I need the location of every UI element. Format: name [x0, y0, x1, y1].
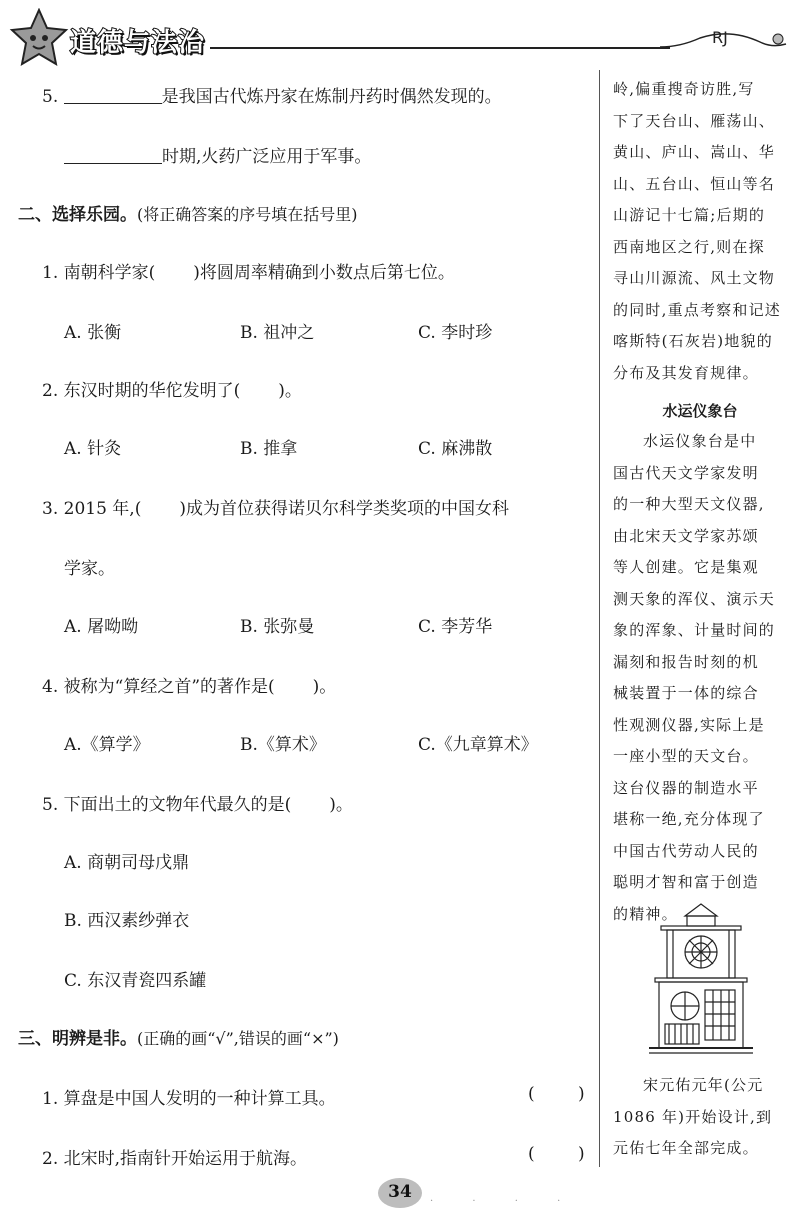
astronomical-clock-tower-illustration	[641, 898, 761, 1058]
question-3-continued: 学家。	[64, 559, 115, 579]
question-text: 时期,火药广泛应用于军事。	[162, 147, 372, 167]
section-heading: 三、明辨是非。	[18, 1029, 137, 1049]
sidebar-line: 象的浑象、计量时间的	[613, 621, 776, 639]
option-b: B. 张弥曼	[240, 617, 315, 637]
option-b: B. 推拿	[240, 439, 298, 459]
question-text: )成为首位获得诺贝尔科学类奖项的中国女科	[179, 499, 509, 519]
section-title	[18, 1024, 339, 1049]
sidebar-line: 的精神。	[613, 904, 678, 923]
option-a: A.《算学》	[64, 735, 150, 755]
sidebar-line: 测天象的浑仪、演示天	[613, 589, 776, 608]
edition-label: RJ	[712, 28, 728, 47]
section-note: (将正确答案的序号填在括号里)	[137, 205, 358, 224]
answer-paren-close: )	[578, 1144, 585, 1164]
mascot-icon	[8, 8, 70, 70]
sidebar-line: 分布及其发育规律。	[613, 363, 759, 382]
sidebar-body-text	[613, 426, 793, 930]
sidebar-line: 聪明才智和富于创造	[613, 873, 759, 891]
illustration-caption	[613, 1070, 793, 1165]
page-number: 34	[388, 1182, 412, 1202]
answer-paren-open[interactable]: (	[528, 1144, 535, 1164]
sidebar-line: 国古代天文学家发明	[613, 463, 759, 482]
question-text: 5. 下面出土的文物年代最久的是(	[42, 795, 292, 815]
question-text: 4. 被称为“算经之首”的著作是(	[42, 677, 275, 697]
answer-blank[interactable]	[64, 87, 162, 104]
question-4	[42, 672, 336, 697]
sidebar-line: 等人创建。它是集观	[613, 558, 759, 576]
sidebar	[605, 70, 795, 1170]
question-1	[42, 258, 455, 283]
option-c: C. 东汉青瓷四系罐	[64, 971, 207, 991]
sidebar-line: 一座小型的天文台。	[613, 747, 759, 765]
sidebar-line: 中国古代劳动人民的	[613, 841, 759, 860]
section-title	[18, 200, 358, 225]
sidebar-line: 的同时,重点考察和记述	[613, 300, 781, 319]
section-note: (正确的画“√”,错误的画“×”)	[137, 1029, 339, 1048]
option-b: B.《算术》	[240, 735, 326, 755]
option-c: C. 李时珍	[418, 323, 493, 343]
option-b: B. 祖冲之	[240, 323, 315, 343]
answer-paren-close: )	[578, 1084, 585, 1104]
question-number: 5.	[42, 87, 59, 107]
subject-title: 道德与法治	[70, 28, 206, 58]
page-header	[0, 0, 800, 70]
sidebar-line: 由北宋天文学家苏颂	[613, 526, 759, 545]
sidebar-heading: 水运仪象台	[662, 402, 738, 420]
caption-line: 元佑七年全部完成。	[613, 1139, 759, 1157]
true-false-item-2: 2. 北宋时,指南针开始运用于航海。	[42, 1149, 308, 1169]
question-text: )。	[278, 381, 302, 401]
section-heading: 二、选择乐园。	[18, 205, 137, 225]
sidebar-line: 堪称一绝,充分体现了	[613, 810, 765, 828]
option-a: A. 商朝司母戊鼎	[64, 853, 190, 873]
sidebar-line: 这台仪器的制造水平	[613, 778, 759, 797]
sidebar-line: 山、五台山、恒山等名	[613, 174, 776, 193]
sidebar-line: 的一种大型天文仪器,	[613, 495, 765, 513]
sidebar-line: 寻山川源流、风土文物	[613, 269, 776, 287]
option-a: A. 屠呦呦	[64, 617, 139, 637]
sidebar-line: 岭,偏重搜奇访胜,写	[613, 80, 755, 98]
question-3	[42, 494, 509, 519]
sidebar-line: 性观测仪器,实际上是	[613, 715, 765, 734]
column-divider	[599, 70, 600, 1167]
sidebar-line: 山游记十七篇;后期的	[613, 206, 766, 224]
fill-in-q5-line1	[42, 82, 502, 107]
question-5	[42, 790, 353, 815]
main-column	[0, 70, 596, 1170]
question-text: )。	[312, 677, 337, 697]
option-b: B. 西汉素纱弹衣	[64, 911, 190, 931]
page-number-badge	[378, 1178, 422, 1208]
answer-paren-open[interactable]: (	[528, 1084, 535, 1104]
answer-blank[interactable]	[64, 147, 162, 164]
sidebar-line: 黄山、庐山、嵩山、华	[613, 143, 776, 161]
sidebar-top-text	[613, 74, 793, 389]
option-a: A. 张衡	[64, 323, 122, 343]
fill-in-q5-line2	[64, 142, 371, 167]
caption-line: 宋元佑元年(公元	[643, 1076, 764, 1094]
option-c: C. 麻沸散	[418, 439, 493, 459]
sidebar-line: 下了天台山、雁荡山、	[613, 111, 776, 130]
question-text: )将圆周率精确到小数点后第七位。	[193, 263, 455, 283]
sidebar-line: 漏刻和报告时刻的机	[613, 652, 759, 671]
sidebar-line: 西南地区之行,则在探	[613, 237, 765, 256]
question-text: 3. 2015 年,(	[42, 499, 142, 519]
option-c: C. 李芳华	[418, 617, 493, 637]
question-text: )。	[329, 795, 353, 815]
question-text: 1. 南朝科学家(	[42, 263, 156, 283]
header-rule	[210, 47, 670, 49]
footer-decoration: · · · ·	[430, 1196, 579, 1207]
true-false-item-1: 1. 算盘是中国人发明的一种计算工具。	[42, 1089, 336, 1109]
sidebar-line: 械装置于一体的综合	[613, 684, 759, 702]
sidebar-line: 水运仪象台是中	[643, 432, 757, 450]
sidebar-line: 喀斯特(石灰岩)地貌的	[613, 332, 773, 350]
caption-line: 1086 年)开始设计,到	[613, 1107, 773, 1126]
question-text: 是我国古代炼丹家在炼制丹药时偶然发现的。	[161, 87, 502, 107]
option-a: A. 针灸	[64, 439, 122, 459]
option-c: C.《九章算术》	[418, 735, 538, 755]
question-2	[42, 376, 302, 401]
question-text: 2. 东汉时期的华佗发明了(	[42, 381, 241, 401]
